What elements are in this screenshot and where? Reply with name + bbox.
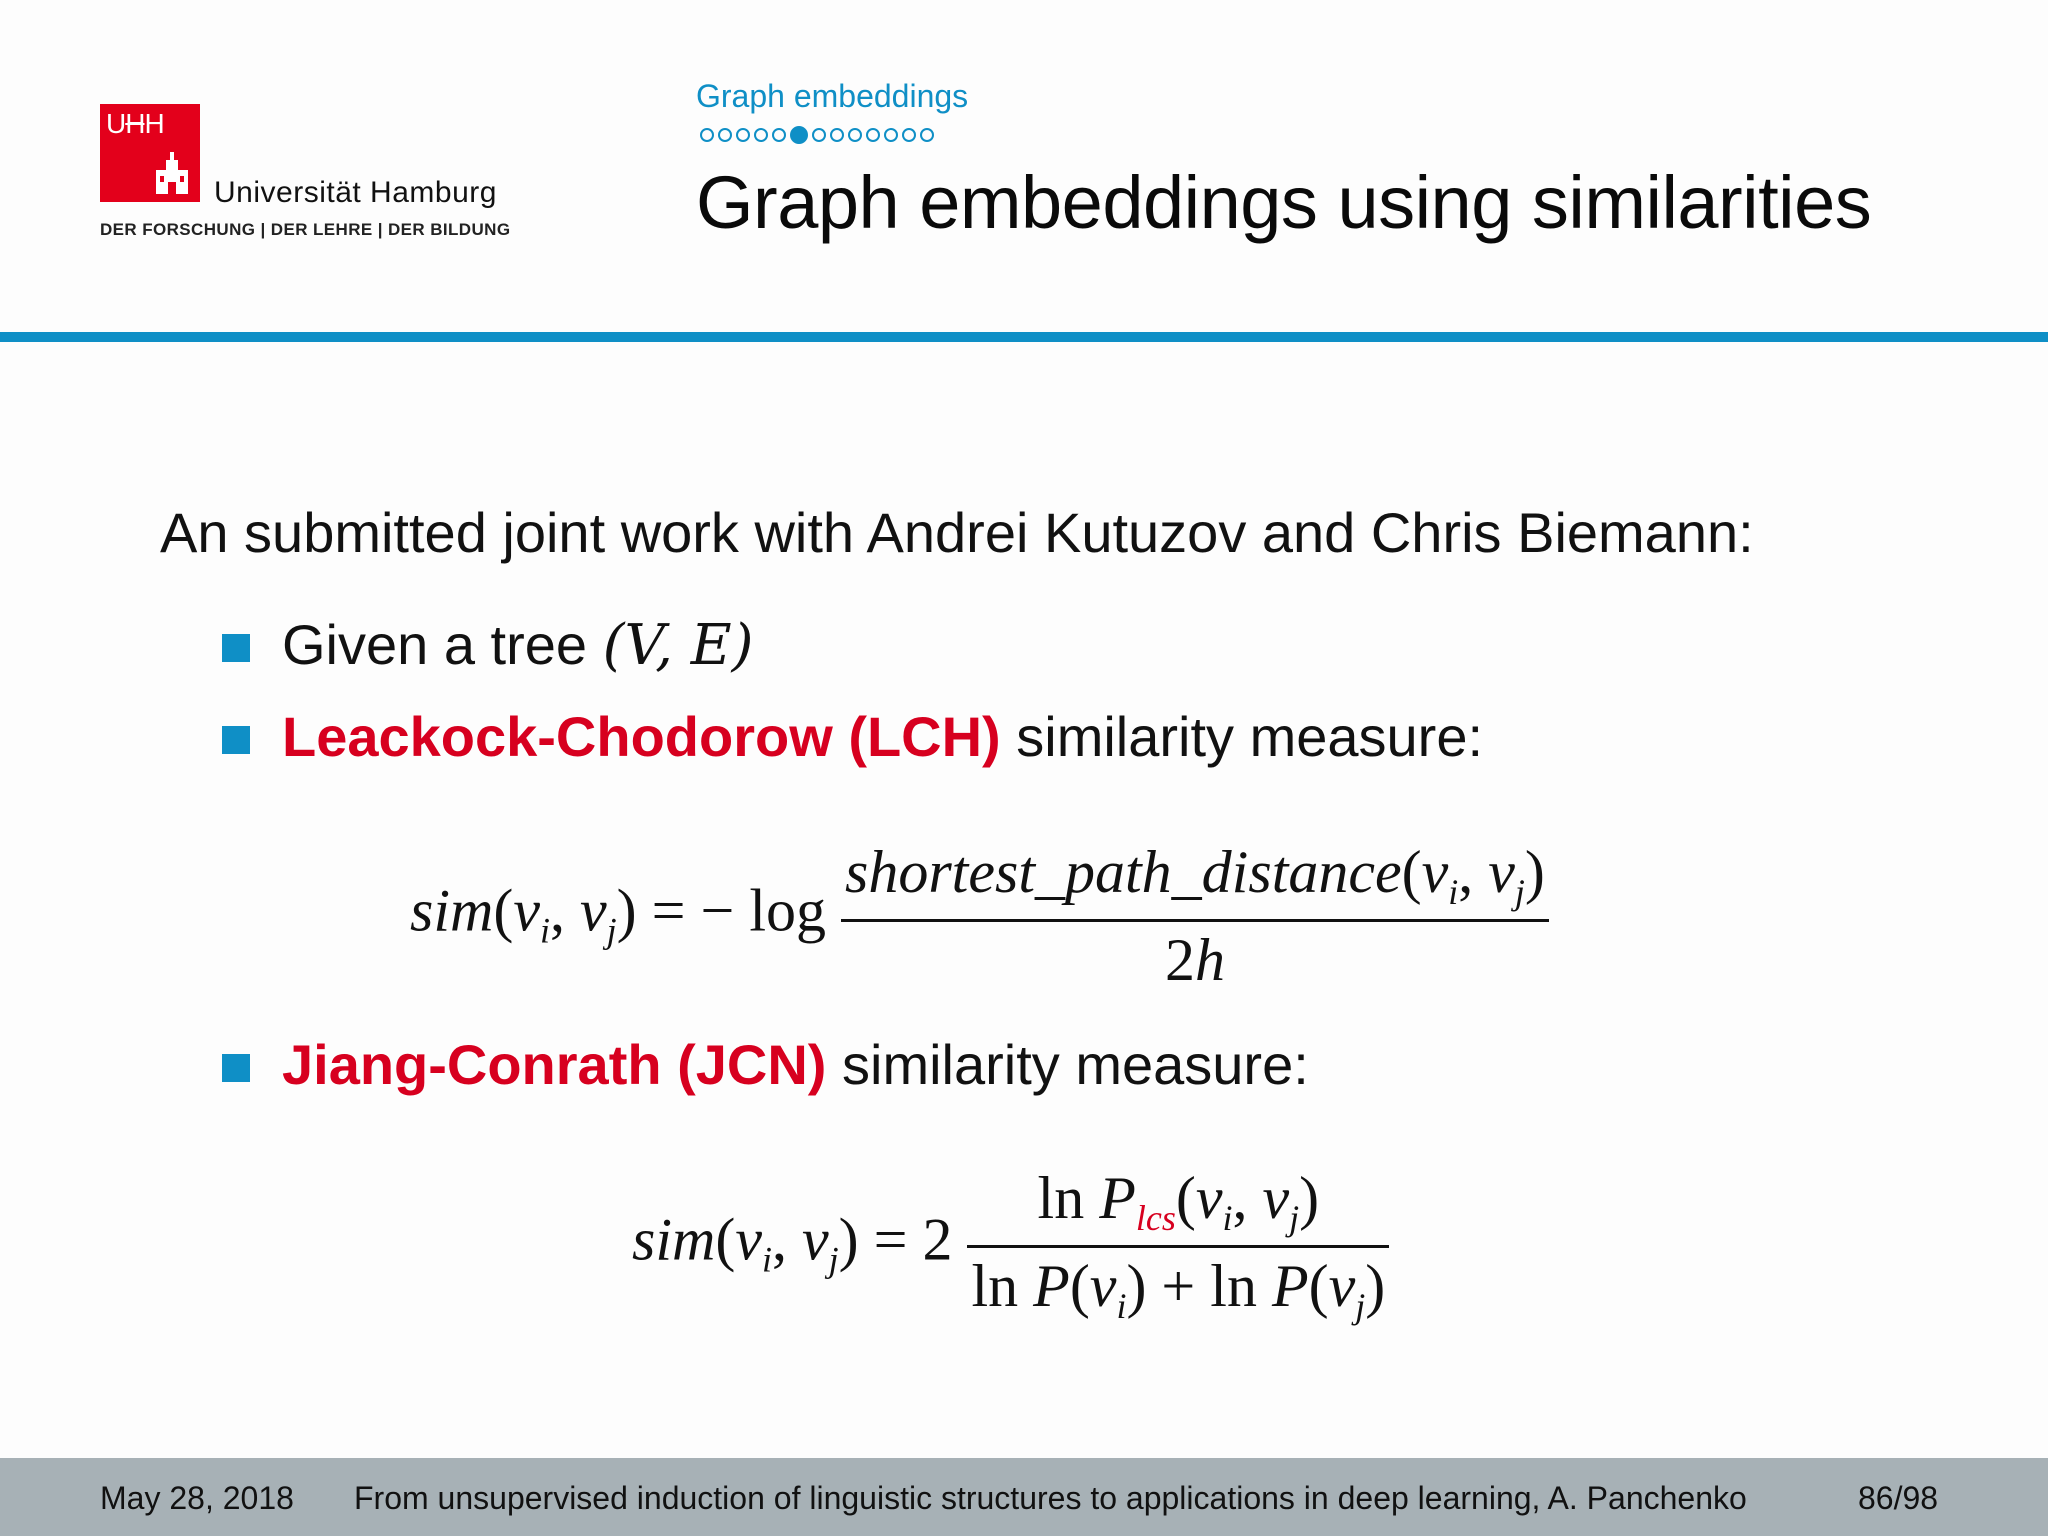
footer-talk-title: From unsupervised induction of linguistic structures to applications in deep learning, A. Panchenko bbox=[354, 1480, 1747, 1516]
slide-dot[interactable] bbox=[790, 126, 808, 144]
section-title: Graph embeddings bbox=[696, 78, 969, 114]
jcn-rest: similarity measure: bbox=[842, 1033, 1309, 1096]
lch-denominator: 2h bbox=[841, 919, 1549, 995]
jcn-denominator: $\ln P(v_i) + \ln P(v_j)$ bbox=[967, 1245, 1389, 1327]
slide-dot[interactable] bbox=[884, 128, 898, 142]
footer-page-number: 86/98 bbox=[1858, 1480, 1939, 1516]
slide-dot[interactable] bbox=[718, 128, 732, 142]
logo-initials: UHH bbox=[106, 108, 164, 139]
slide-dot[interactable] bbox=[700, 128, 714, 142]
bullet-text: Given a tree bbox=[282, 613, 588, 676]
intro-text: An submitted joint work with Andrei Kutuzov and Chris Biemann: bbox=[160, 501, 1754, 564]
jcn-label: Jiang-Conrath (JCN) bbox=[282, 1033, 827, 1096]
university-name: Universität Hamburg bbox=[214, 176, 497, 209]
jcn-numerator: $\ln P_{lcs}(v_i$, $v_j$) bbox=[1037, 1165, 1320, 1238]
lch-formula: $sim(v_i$, $v_j$) = − log $\frac{shortest\_path\_distance(v_i, v_j)}{2h}$ bbox=[410, 838, 1549, 995]
slide-navigation-dots[interactable] bbox=[700, 128, 934, 144]
jcn-formula: $sim(v_i$, $v_j) = 2$ $\frac{\ln P_{lcs}(v_i, v_j)}{\ln P(v_i) + \ln P(v_j)}$ bbox=[632, 1164, 1389, 1327]
slide-dot[interactable] bbox=[920, 128, 934, 142]
lch-numerator: $shortest\_path\_distance(v_i$, $v_j$) bbox=[844, 839, 1545, 912]
slide-dot[interactable] bbox=[812, 128, 826, 142]
title-divider bbox=[0, 332, 2048, 342]
tree-notation: (V, E) bbox=[602, 613, 754, 678]
footer-bar bbox=[0, 1458, 2048, 1536]
lch-label: Leackock-Chodorow (LCH) bbox=[282, 705, 1001, 768]
logo-mark bbox=[100, 104, 200, 202]
slide-dot[interactable] bbox=[736, 128, 750, 142]
bullet-square-icon bbox=[222, 1054, 250, 1082]
slide-title: Graph embeddings using similarities bbox=[696, 161, 1872, 244]
footer-date: May 28, 2018 bbox=[100, 1480, 294, 1516]
bullet-square-icon bbox=[222, 634, 250, 662]
castle-icon bbox=[152, 152, 192, 194]
slide-dot[interactable] bbox=[866, 128, 880, 142]
bullet-square-icon bbox=[222, 726, 250, 754]
slide-dot[interactable] bbox=[754, 128, 768, 142]
slide-dot[interactable] bbox=[902, 128, 916, 142]
slide-dot[interactable] bbox=[772, 128, 786, 142]
slide-dot[interactable] bbox=[830, 128, 844, 142]
slide-dot[interactable] bbox=[848, 128, 862, 142]
lch-rest: similarity measure: bbox=[1016, 705, 1484, 768]
university-motto: DER FORSCHUNG | DER LEHRE | DER BILDUNG bbox=[100, 220, 511, 239]
